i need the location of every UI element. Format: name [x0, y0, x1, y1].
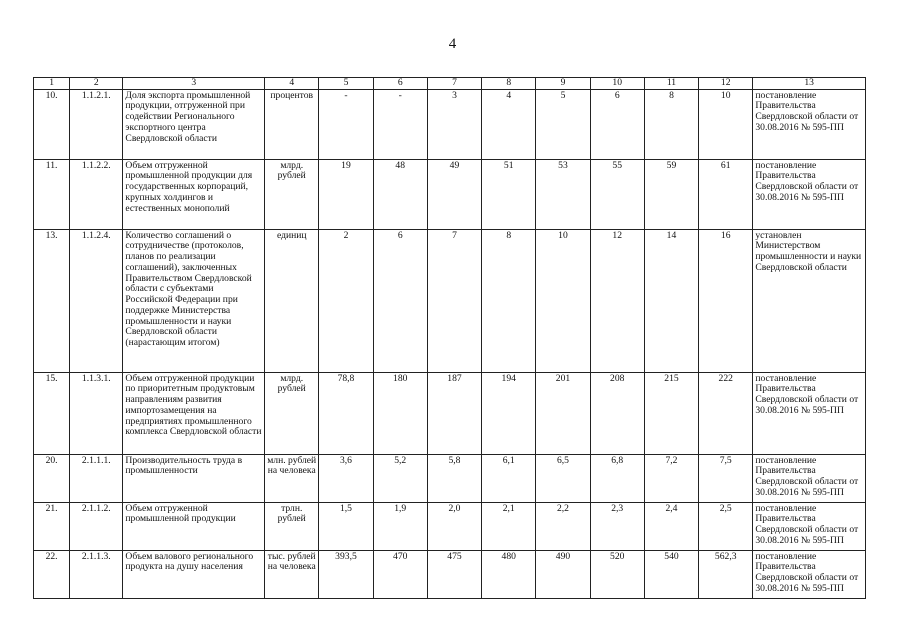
column-header: 1 — [34, 78, 70, 90]
value-cell: 12 — [590, 229, 644, 372]
unit-cell: трлн. рублей — [265, 502, 319, 550]
value-cell: 490 — [536, 550, 590, 598]
value-cell: 8 — [482, 229, 536, 372]
row-number-cell: 10. — [34, 89, 70, 159]
source-cell: установлен Министерством промышленности и науки Свердловской области — [753, 229, 866, 372]
unit-cell: млрд. рублей — [265, 159, 319, 229]
unit-cell: млрд. рублей — [265, 372, 319, 454]
indicator-name-cell: Объем валового регионального продукта на душу населения — [123, 550, 265, 598]
value-cell: 2,1 — [482, 502, 536, 550]
source-cell: постановление Правительства Свердловской области от 30.08.2016 № 595-ПП — [753, 502, 866, 550]
column-header: 4 — [265, 78, 319, 90]
code-cell: 2.1.1.1. — [70, 454, 123, 502]
value-cell: 215 — [644, 372, 698, 454]
value-cell: 480 — [482, 550, 536, 598]
value-cell: - — [373, 89, 427, 159]
table-row — [34, 89, 866, 159]
code-cell: 2.1.1.3. — [70, 550, 123, 598]
value-cell: 222 — [699, 372, 753, 454]
unit-cell: тыс. рублей на человека — [265, 550, 319, 598]
value-cell: 2 — [319, 229, 373, 372]
column-header: 8 — [482, 78, 536, 90]
source-cell: постановление Правительства Свердловской области от 30.08.2016 № 595-ПП — [753, 89, 866, 159]
column-header: 11 — [644, 78, 698, 90]
indicator-name-cell: Производительность труда в промышленности — [123, 454, 265, 502]
value-cell: 2,2 — [536, 502, 590, 550]
value-cell: 16 — [699, 229, 753, 372]
indicator-name-cell: Количество соглашений о сотрудничестве (протоколов, планов по реализации соглашений), заключенных Правительством Свердловской области с субъектами Российской Федерации при поддержке Министерства промышленности и науки Свердловской области (нарастающим итогом) — [123, 229, 265, 372]
column-header: 7 — [427, 78, 481, 90]
value-cell: 6,5 — [536, 454, 590, 502]
source-cell: постановление Правительства Свердловской области от 30.08.2016 № 595-ПП — [753, 454, 866, 502]
value-cell: - — [319, 89, 373, 159]
value-cell: 520 — [590, 550, 644, 598]
source-cell: постановление Правительства Свердловской области от 30.08.2016 № 595-ПП — [753, 372, 866, 454]
value-cell: 7 — [427, 229, 481, 372]
code-cell: 1.1.2.1. — [70, 89, 123, 159]
value-cell: 61 — [699, 159, 753, 229]
value-cell: 2,5 — [699, 502, 753, 550]
value-cell: 51 — [482, 159, 536, 229]
table-row — [34, 502, 866, 550]
unit-cell: процентов — [265, 89, 319, 159]
value-cell: 2,0 — [427, 502, 481, 550]
value-cell: 10 — [536, 229, 590, 372]
value-cell: 6 — [373, 229, 427, 372]
table-row — [34, 229, 866, 372]
unit-cell: млн. рублей на человека — [265, 454, 319, 502]
value-cell: 10 — [699, 89, 753, 159]
value-cell: 78,8 — [319, 372, 373, 454]
value-cell: 49 — [427, 159, 481, 229]
row-number-cell: 21. — [34, 502, 70, 550]
value-cell: 53 — [536, 159, 590, 229]
header-row — [34, 78, 866, 90]
value-cell: 7,5 — [699, 454, 753, 502]
row-number-cell: 15. — [34, 372, 70, 454]
table-row — [34, 454, 866, 502]
value-cell: 2,3 — [590, 502, 644, 550]
value-cell: 393,5 — [319, 550, 373, 598]
value-cell: 19 — [319, 159, 373, 229]
column-header: 6 — [373, 78, 427, 90]
value-cell: 6 — [590, 89, 644, 159]
column-header: 10 — [590, 78, 644, 90]
source-cell: постановление Правительства Свердловской области от 30.08.2016 № 595-ПП — [753, 159, 866, 229]
value-cell: 5,8 — [427, 454, 481, 502]
value-cell: 470 — [373, 550, 427, 598]
value-cell: 3,6 — [319, 454, 373, 502]
value-cell: 201 — [536, 372, 590, 454]
table-row — [34, 159, 866, 229]
value-cell: 194 — [482, 372, 536, 454]
code-cell: 1.1.3.1. — [70, 372, 123, 454]
row-number-cell: 11. — [34, 159, 70, 229]
row-number-cell: 13. — [34, 229, 70, 372]
code-cell: 1.1.2.2. — [70, 159, 123, 229]
value-cell: 208 — [590, 372, 644, 454]
code-cell: 1.1.2.4. — [70, 229, 123, 372]
page-number: 4 — [448, 36, 457, 52]
value-cell: 59 — [644, 159, 698, 229]
value-cell: 187 — [427, 372, 481, 454]
column-header: 3 — [123, 78, 265, 90]
value-cell: 4 — [482, 89, 536, 159]
unit-cell: единиц — [265, 229, 319, 372]
value-cell: 48 — [373, 159, 427, 229]
table-row — [34, 550, 866, 598]
value-cell: 8 — [644, 89, 698, 159]
row-number-cell: 20. — [34, 454, 70, 502]
value-cell: 2,4 — [644, 502, 698, 550]
column-header: 13 — [753, 78, 866, 90]
value-cell: 6,1 — [482, 454, 536, 502]
table-row — [34, 372, 866, 454]
value-cell: 540 — [644, 550, 698, 598]
value-cell: 5,2 — [373, 454, 427, 502]
indicator-name-cell: Объем отгруженной продукции по приоритетным продуктовым направлениям развития импортозамещения на предприятиях промышленного комплекса Свердловской области — [123, 372, 265, 454]
value-cell: 562,3 — [699, 550, 753, 598]
value-cell: 7,2 — [644, 454, 698, 502]
value-cell: 14 — [644, 229, 698, 372]
value-cell: 55 — [590, 159, 644, 229]
indicator-name-cell: Объем отгруженной промышленной продукции для государственных корпораций, крупных холдингов и естественных монополий — [123, 159, 265, 229]
value-cell: 1,9 — [373, 502, 427, 550]
indicators-table — [33, 77, 866, 599]
value-cell: 5 — [536, 89, 590, 159]
indicator-name-cell: Объем отгруженной промышленной продукции — [123, 502, 265, 550]
column-header: 12 — [699, 78, 753, 90]
value-cell: 6,8 — [590, 454, 644, 502]
source-cell: постановление Правительства Свердловской области от 30.08.2016 № 595-ПП — [753, 550, 866, 598]
column-header: 9 — [536, 78, 590, 90]
column-header: 2 — [70, 78, 123, 90]
row-number-cell: 22. — [34, 550, 70, 598]
column-header: 5 — [319, 78, 373, 90]
value-cell: 475 — [427, 550, 481, 598]
indicator-name-cell: Доля экспорта промышленной продукции, отгруженной при содействии Регионального экспортного центра Свердловской области — [123, 89, 265, 159]
value-cell: 180 — [373, 372, 427, 454]
value-cell: 3 — [427, 89, 481, 159]
code-cell: 2.1.1.2. — [70, 502, 123, 550]
value-cell: 1,5 — [319, 502, 373, 550]
